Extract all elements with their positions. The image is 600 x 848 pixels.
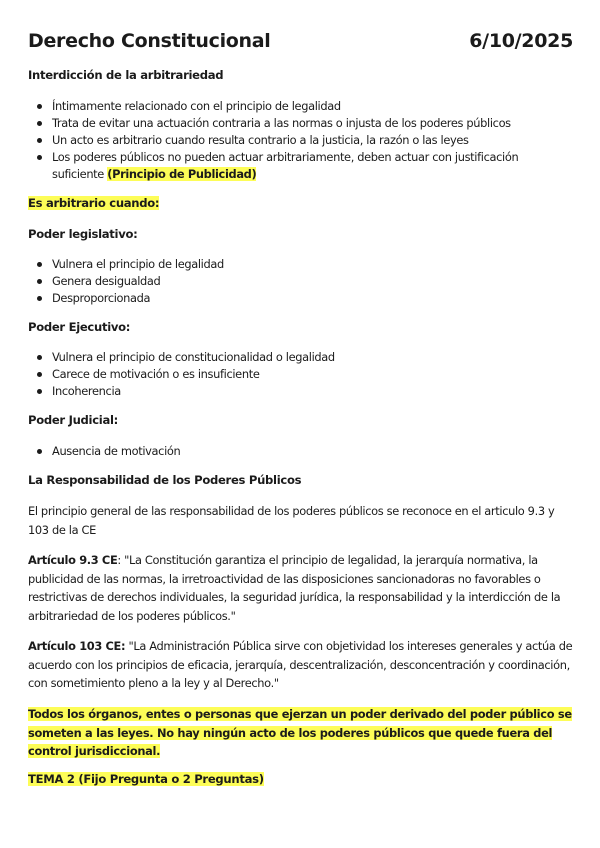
list-item: Un acto es arbitrario cuando resulta contrario a la justicia, la razón o las leyes	[28, 132, 573, 149]
judicial-heading: Poder Judicial:	[28, 413, 118, 427]
arbitrario-heading	[28, 195, 573, 212]
list-item: Carece de motivación o es insuficiente	[28, 366, 573, 383]
document-header	[28, 30, 573, 56]
responsabilidad-heading: La Responsabilidad de los Poderes Públicos	[28, 473, 302, 487]
document-date: 6/10/2025	[469, 30, 573, 52]
list-item: Trata de evitar una actuación contraria a las normas o injusta de los poderes públicos	[28, 115, 573, 132]
list-item-text: Los poderes públicos no pueden actuar arbitrariamente, deben actuar con justificación suficiente	[52, 150, 519, 181]
conclusion-paragraph	[28, 705, 573, 761]
conclusion-text: Todos los órganos, entes o personas que ejerzan un poder derivado del poder público se someten a las leyes. No hay ningún acto de los poderes públicos que quede fuera del control jurisdiccional.	[28, 707, 572, 758]
list-item	[28, 149, 573, 183]
articulo-9-3-paragraph	[28, 551, 573, 625]
ejecutivo-heading: Poder Ejecutivo:	[28, 320, 131, 334]
responsabilidad-intro: El principio general de las responsabilidad de los poderes públicos se reconoce en el articulo 9.3 y 103 de la CE	[28, 504, 555, 537]
highlighted-principle: (Principio de Publicidad)	[107, 167, 257, 181]
articulo-9-3-label: Artículo 9.3 CE	[28, 553, 118, 567]
legislativo-heading: Poder legislativo:	[28, 227, 138, 241]
list-item: Incoherencia	[28, 383, 573, 400]
articulo-103-label: Artículo 103 CE:	[28, 639, 126, 653]
ejecutivo-list	[28, 349, 573, 400]
arbitrario-heading-text: Es arbitrario cuando:	[28, 196, 160, 210]
list-item: Vulnera el principio de legalidad	[28, 256, 573, 273]
articulo-103-paragraph	[28, 637, 573, 693]
list-item: Íntimamente relacionado con el principio de legalidad	[28, 98, 573, 115]
tema-heading	[28, 771, 573, 788]
articulo-103-text: "La Administración Pública sirve con objetividad los intereses generales y actúa de acuerdo con los principios de eficacia, jerarquía, descentralización, desconcentración y coordinación, con sometimiento pleno a la ley y al Derecho."	[28, 639, 573, 690]
judicial-list	[28, 443, 573, 460]
list-item: Vulnera el principio de constitucionalidad o legalidad	[28, 349, 573, 366]
list-item: Genera desigualdad	[28, 273, 573, 290]
list-item: Ausencia de motivación	[28, 443, 573, 460]
articulo-9-3-text: : "La Constitución garantiza el principio de legalidad, la jerarquía normativa, la publicidad de las normas, la irretroactividad de las disposiciones sancionadoras no favorables o restrictivas de derechos individuales, la seguridad jurídica, la responsabilidad y la interdicción de la arbitrariedad de los poderes públicos."	[28, 553, 561, 623]
interdiccion-list	[28, 98, 573, 183]
interdiccion-heading: Interdicción de la arbitrariedad	[28, 68, 224, 82]
document-title: Derecho Constitucional	[28, 30, 271, 52]
list-item: Desproporcionada	[28, 290, 573, 307]
tema-heading-text: TEMA 2 (Fijo Pregunta o 2 Preguntas)	[28, 772, 264, 786]
legislativo-list	[28, 256, 573, 307]
